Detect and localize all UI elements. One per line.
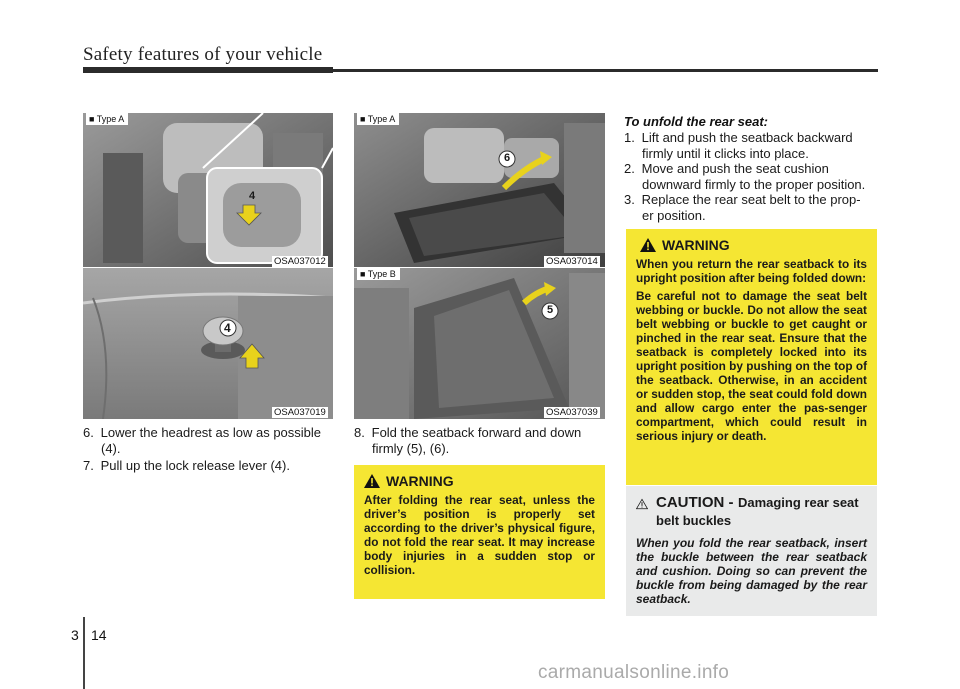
warning-text: After folding the rear seat, unless the driver’s position is properly set according to the driver’s physical figure, do not fold the rear seat. It may increase body injuries in a sudden stop or collision.: [364, 493, 595, 577]
photo-lock-lever: [83, 268, 333, 419]
callout-number: 4: [224, 321, 231, 335]
step-3: 3. Replace the rear seat belt to the prop- er position.: [624, 192, 861, 223]
warning-title: WARNING: [662, 237, 730, 253]
warning-box-unfold: [626, 229, 877, 485]
caution-text: When you fold the rear seatback, insert the buckle between the rear seatback and cushion. Doing so can prevent the buckle from being damaged by the rear seatback.: [636, 536, 867, 606]
caution-box: [626, 486, 877, 616]
photo-code: OSA037014: [546, 256, 598, 267]
header-rule: [83, 69, 878, 72]
warning-triangle-icon: [364, 474, 380, 488]
photo-headrest-type-a: [83, 113, 333, 267]
photo-type-label: ■ Type B: [357, 268, 400, 280]
callout-number: 6: [504, 152, 511, 164]
footer-rule: [83, 617, 85, 689]
callout-number: 5: [547, 304, 554, 316]
sub-heading: To unfold the rear seat:: [624, 114, 768, 129]
photo-code: OSA037012: [274, 256, 326, 267]
step-2: 2. Move and push the seat cushion downward firmly to the proper position.: [624, 161, 866, 192]
warning-box-fold: [354, 465, 605, 599]
warning-intro: When you return the rear seatback to its upright position after being folded down:: [636, 257, 867, 285]
photo-folded-seat-type-b: [354, 268, 605, 419]
step-7: 7. Pull up the lock release lever (4).: [83, 458, 290, 473]
photo-folded-seat-type-a: [354, 113, 605, 267]
caution-triangle-icon: [636, 497, 648, 511]
page-header-title: Safety features of your vehicle: [83, 44, 323, 65]
callout-number: 4: [249, 190, 256, 202]
warning-triangle-icon: [640, 238, 656, 252]
photo-type-label: ■ Type A: [357, 113, 399, 125]
photo-code: OSA037039: [546, 407, 598, 418]
photo-code: OSA037019: [274, 407, 326, 418]
caution-title: CAUTION -: [656, 494, 734, 511]
warning-text: Be careful not to damage the seat belt webbing or buckle. Do not allow the seat belt webbing or buckle to get caught or pinched in the rear seat. Ensure that the seatback is completely locked into its upright position by pushing on the top of the seatback. Otherwise, in an accident or sudden stop, the seat could fold down and allow cargo enter the pas-senger compartment, which could result in serious injury or death.: [636, 289, 867, 443]
step-1: 1. Lift and push the seatback backward firmly until it clicks into place.: [624, 130, 853, 161]
watermark: carmanualsonline.info: [538, 662, 730, 683]
warning-title: WARNING: [386, 473, 454, 489]
photo-type-label: ■ Type A: [86, 113, 128, 125]
step-6: 6. Lower the headrest as low as possible (4).: [83, 425, 322, 456]
caution-subtitle: Damaging rear seat belt buckles: [656, 495, 859, 528]
page-number: 14: [91, 627, 107, 643]
step-8: 8. Fold the seatback forward and down firmly (5), (6).: [354, 425, 582, 456]
chapter-number: 3: [71, 627, 79, 643]
